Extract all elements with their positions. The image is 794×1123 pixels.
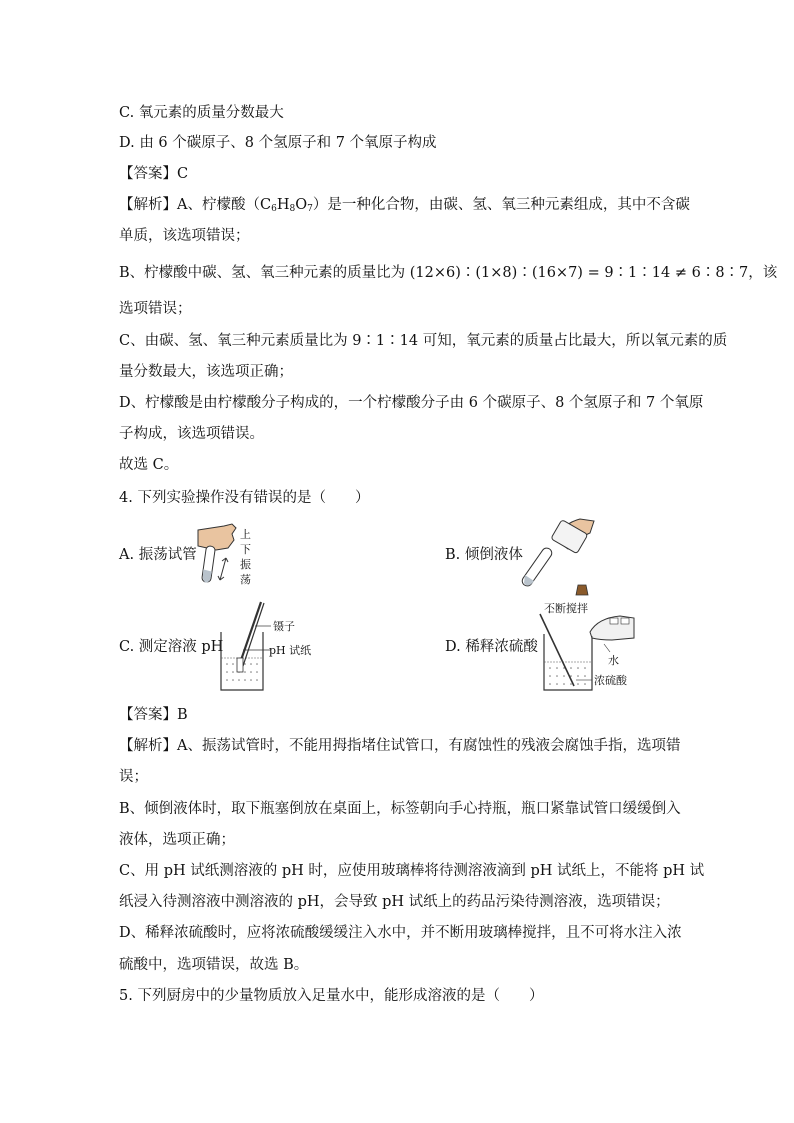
figure-dilute-acid xyxy=(530,600,645,695)
fig-c-label-paper: pH 试纸 xyxy=(269,644,312,657)
q3-analysis-c-cont: 量分数最大，该选项正确； xyxy=(119,364,293,380)
q3-analysis-d-cont: 子构成，该选项错误。 xyxy=(119,426,264,442)
q4-analysis-c-cont: 纸浸入待测溶液中测溶液的 pH，会导致 pH 试纸上的药品污染待测溶液，选项错误； xyxy=(119,894,670,910)
q4-analysis-d-cont: 硫酸中，选项错误，故选 B。 xyxy=(119,957,309,973)
q4-option-a: A. 振荡试管 xyxy=(119,547,197,563)
figure-pour-liquid xyxy=(520,515,600,610)
ph-paper-icon xyxy=(237,658,243,672)
q3-analysis-b-cont: 选项错误； xyxy=(119,301,192,317)
fig-a-label-2: 下 xyxy=(240,543,251,556)
q4-analysis-a-cont: 误； xyxy=(119,769,148,785)
q3-option-d: D. 由 6 个碳原子、8 个氢原子和 7 个氧原子构成 xyxy=(119,135,437,151)
q4-analysis-c: C、用 pH 试纸测溶液的 pH 时，应使用玻璃棒将待测溶液滴到 pH 试纸上，不能将 pH 试 xyxy=(119,863,705,879)
bottle-stopper-icon xyxy=(576,585,588,595)
fig-a-label-4: 荡 xyxy=(240,573,251,586)
tweezers-icon xyxy=(239,602,261,666)
q4-option-b: B. 倾倒液体 xyxy=(445,547,523,563)
fig-a-label-1: 上 xyxy=(240,528,251,541)
q3-analysis-a-cont: 单质，该选项错误； xyxy=(119,228,250,244)
q3-option-c: C. 氧元素的质量分数最大 xyxy=(119,105,284,121)
figure-shake-test-tube xyxy=(196,520,258,590)
figure-measure-ph xyxy=(217,600,317,695)
fig-a-label-3: 振 xyxy=(240,558,251,571)
q4-analysis-b: B、倾倒液体时，取下瓶塞倒放在桌面上，标签朝向手心持瓶，瓶口紧靠试管口缓缓倒入 xyxy=(119,801,681,817)
fig-c-label-tweezers: 镊子 xyxy=(273,620,295,633)
fig-d-label-stir: 不断搅拌 xyxy=(544,602,588,615)
fig-d-label-water: 水 xyxy=(608,654,619,667)
q4-option-d: D. 稀释浓硫酸 xyxy=(445,639,538,655)
q4-analysis-a: 【解析】A、振荡试管时，不能用拇指堵住试管口，有腐蚀性的残液会腐蚀手指，选项错 xyxy=(119,738,681,754)
q4-answer: 【答案】B xyxy=(119,707,188,723)
q5-stem: 5. 下列厨房中的少量物质放入足量水中，能形成溶液的是（ ） xyxy=(119,988,544,1004)
hand-icon xyxy=(198,524,236,550)
q3-analysis-b: B、柠檬酸中碳、氢、氧三种元素的质量比为 (12×6)∶(1×8)∶(16×7) = 9∶1∶14 ≠ 6∶8∶7，该 xyxy=(119,265,778,281)
q4-analysis-d: D、稀释浓硫酸时，应将浓硫酸缓缓注入水中，并不断用玻璃棒搅拌，且不可将水注入浓 xyxy=(119,925,682,941)
q4-stem: 4. 下列实验操作没有错误的是（ ） xyxy=(119,490,370,506)
q3-answer: 【答案】C xyxy=(119,166,189,182)
q4-option-c: C. 测定溶液 pH xyxy=(119,639,224,655)
fig-d-label-acid: 浓硫酸 xyxy=(594,674,627,687)
q4-analysis-b-cont: 液体，选项正确； xyxy=(119,832,235,848)
q3-conclusion: 故选 C。 xyxy=(119,457,179,473)
q3-analysis-a: 【解析】A、柠檬酸$(C_6H_8O_7)$是一种化合物，由碳、氢、氧三种元素组成，其中不含碳 xyxy=(119,197,690,214)
q3-analysis-d: D、柠檬酸是由柠檬酸分子构成的，一个柠檬酸分子由 6 个碳原子、8 个氢原子和 7 个氧原 xyxy=(119,395,704,411)
q3-analysis-c: C、由碳、氢、氧三种元素质量比为 9∶1∶14 可知，氧元素的质量占比最大，所以氧元素的质 xyxy=(119,333,728,349)
